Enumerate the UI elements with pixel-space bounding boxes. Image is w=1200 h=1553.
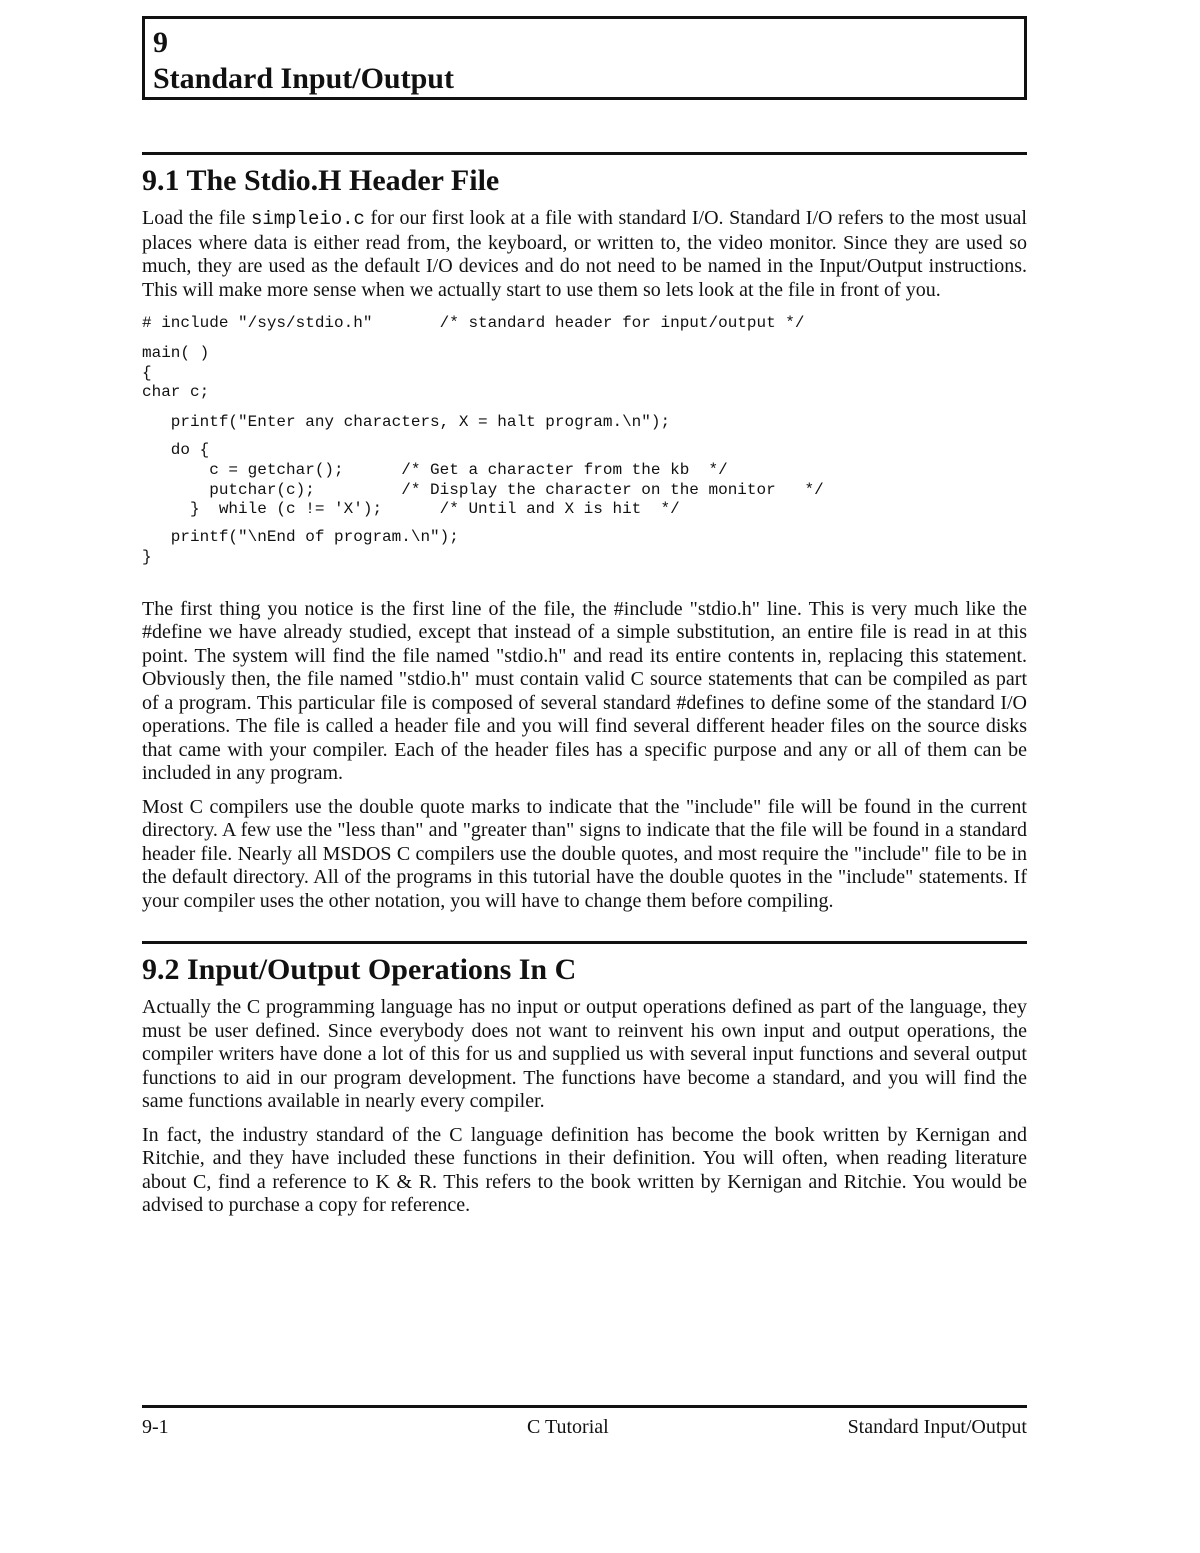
code-line: putchar(c); /* Display the character on the monitor */ [142, 480, 824, 499]
body-paragraph: Actually the C programming language has no input or output operations defined as part of the language, they must be user defined. Since everybody does not want to reinvent his own input and output operations, the compiler writers have done a lot of this for us and supplied us with several input functions and several output functions to aid in our program development. The functions have become a standard, and you will find the same functions available in nearly every compiler. [142, 996, 1027, 1113]
footer-page-number: 9-1 [142, 1416, 169, 1438]
code-line: # include "/sys/stdio.h" /* standard header for input/output */ [142, 314, 805, 332]
code-line: c = getchar(); /* Get a character from the kb */ [142, 460, 728, 479]
section-divider [142, 941, 1027, 944]
code-line: printf("Enter any characters, X = halt program.\n"); [142, 413, 671, 432]
body-paragraph: Most C compilers use the double quote marks to indicate that the "include" file will be found in the current directory. A few use the "less than" and "greater than" signs to indicate that the file will be found in a standard header file. Nearly all MSDOS C compilers use the double quotes, and most require the "include" file to be in the default directory. All of the programs in this tutorial have the double quotes in the "include" statements. If your compiler uses the other notation, you will have to change them before compiling. [142, 795, 1027, 912]
section-divider [142, 152, 1027, 155]
code-line: char c; [142, 383, 210, 402]
section-heading: 9.2 Input/Output Operations In C [142, 953, 577, 987]
code-line: } [142, 547, 152, 566]
body-paragraph: In fact, the industry standard of the C language definition has become the book written by Kernigan and Ritchie, and they have included these functions in their definition. You will often, when reading literature about C, find a reference to K & R. This refers to the book written by Kernigan and Ritchie. You would be advised to purchase a copy for reference. [142, 1123, 1027, 1217]
body-paragraph: The first thing you notice is the first line of the file, the #include "stdio.h" line. This is very much like the #define we have already studied, except that instead of a simple substitution, an entire file is read in at this point. The system will find the file named "stdio.h" and read its entire contents in, replacing this statement. Obviously then, the file named "stdio.h" must contain valid C source statements that can be compiled as part of a program. This particular file is composed of several standard #defines to define some of the standard I/O operations. The file is called a header file and you will find several different header files on the source disks that came with your compiler. Each of the header files has a specific purpose and any or all of them can be included in any program. [142, 597, 1027, 785]
chapter-header-box [142, 16, 1027, 100]
footer-rule [142, 1405, 1027, 1408]
chapter-number: 9 [153, 26, 168, 59]
code-line: { [142, 363, 152, 382]
footer-chapter-title: Standard Input/Output [847, 1416, 1027, 1438]
code-line: do { [142, 440, 210, 459]
code-line: } while (c != 'X'); /* Until and X is hit */ [142, 500, 680, 519]
code-line: printf("\nEnd of program.\n"); [142, 528, 459, 547]
intro-text-end: for our first look at a file with standard I/O. Standard I/O refers to the most usual places where data is either read from, the keyboard, or written to, the video monitor. Since they are used so much, they are used as the default I/O devices and do not need to be named in the Input/Output instructions. This will make more sense when we actually start to use them so lets look at the file in front of you. [142, 207, 1027, 301]
section-heading: 9.1 The Stdio.H Header File [142, 164, 500, 197]
chapter-title: Standard Input/Output [153, 62, 454, 95]
intro-text-start: Load the file [142, 207, 251, 229]
page [142, 16, 1027, 1218]
footer-book-title: C Tutorial [527, 1416, 609, 1438]
filename-inline-code: simpleio.c [250, 208, 365, 230]
code-line: main( ) [142, 343, 210, 362]
intro-paragraph [142, 207, 1027, 302]
code-listing [142, 314, 1027, 568]
page-footer [142, 1405, 1027, 1446]
